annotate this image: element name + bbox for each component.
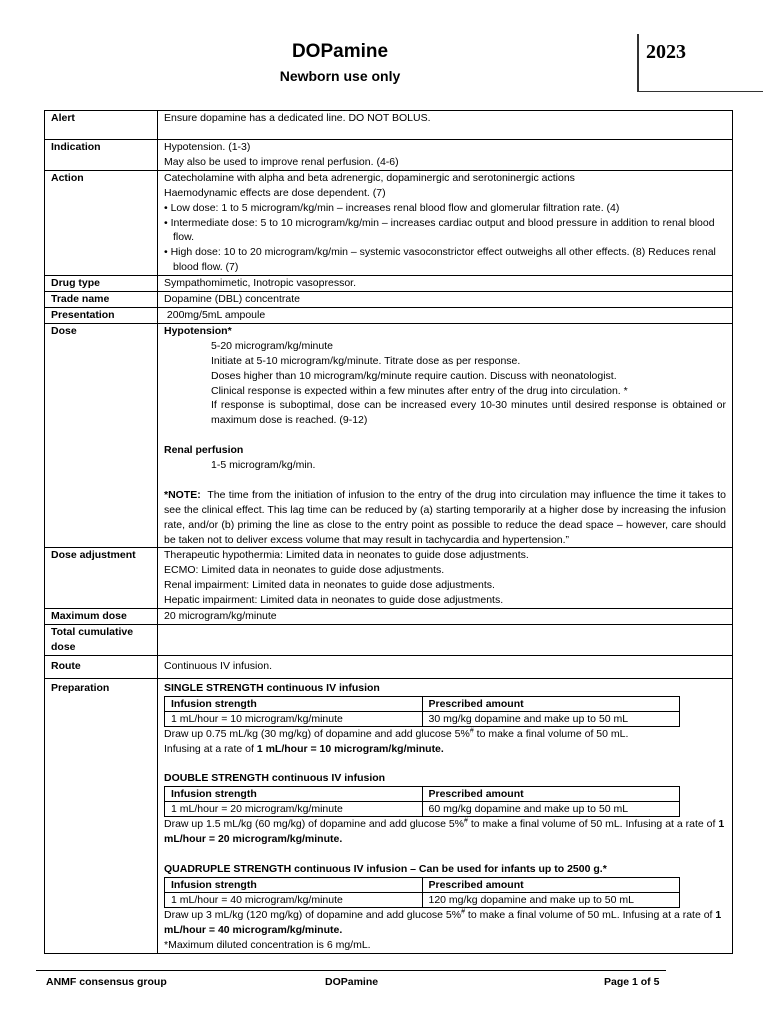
adjustment-line: Therapeutic hypothermia: Limited data in neonates to guide dose adjustments.	[164, 549, 529, 562]
footnote-mark: #	[469, 727, 474, 735]
row-action	[45, 170, 733, 275]
row-alert	[45, 111, 733, 140]
col-header-amount: Prescribed amount	[422, 877, 680, 892]
dose-note	[164, 488, 729, 548]
footer-left: ANMF consensus group	[46, 976, 167, 988]
single-strength-table	[164, 696, 680, 727]
header-divider	[637, 34, 639, 92]
drug-info-table	[44, 110, 733, 954]
document-year: 2023	[646, 41, 686, 63]
action-bullet: • Intermediate dose: 5 to 10 microgram/kg/min – increases cardiac output and blood pressure in addition to renal blood flow.	[164, 216, 715, 244]
strength-cell: 1 mL/hour = 40 microgram/kg/minute	[165, 892, 423, 907]
col-header-strength: Infusion strength	[165, 877, 423, 892]
row-label: Action	[45, 170, 158, 275]
col-header-strength: Infusion strength	[165, 696, 423, 711]
action-bullet: • High dose: 10 to 20 microgram/kg/min – systemic vasoconstrictor effect outweighs all other effects. (8) Reduces renal blood flow. (7)	[164, 246, 716, 274]
col-header-amount: Prescribed amount	[422, 696, 680, 711]
row-maximum-dose	[45, 609, 733, 625]
row-indication	[45, 140, 733, 171]
header-underline	[639, 91, 763, 92]
row-label: Preparation	[45, 678, 158, 953]
adjustment-line: ECMO: Limited data in neonates to guide dose adjustments.	[164, 564, 445, 577]
row-label: Indication	[45, 140, 158, 171]
row-label: Total cumulative dose	[45, 624, 158, 655]
action-line: Haemodynamic effects are dose dependent. (7)	[164, 186, 386, 199]
double-strength-title: DOUBLE STRENGTH continuous IV infusion	[164, 772, 386, 785]
adjustment-line: Renal impairment: Limited data in neonates to guide dose adjustments.	[164, 579, 495, 592]
row-dose-adjustment	[45, 548, 733, 609]
row-drug-type	[45, 276, 733, 292]
page-subtitle: Newborn use only	[279, 68, 401, 84]
route-text: Continuous IV infusion.	[158, 655, 733, 678]
quadruple-strength-title: QUADRUPLE STRENGTH continuous IV infusion – Can be used for infants up to 2500 g.*	[164, 863, 607, 875]
double-strength-table	[164, 786, 680, 817]
amount-cell: 60 mg/kg dopamine and make up to 50 mL	[422, 802, 680, 817]
alert-text: Ensure dopamine has a dedicated line. DO NOT BOLUS.	[158, 111, 733, 140]
action-line: Catecholamine with alpha and beta adrenergic, dopaminergic and serotoninergic actions	[164, 171, 575, 184]
strength-cell: 1 mL/hour = 20 microgram/kg/minute	[165, 802, 423, 817]
indication-line: Hypotension. (1-3)	[164, 141, 251, 153]
row-dose	[45, 323, 733, 548]
row-label: Alert	[45, 111, 158, 140]
col-header-amount: Prescribed amount	[422, 787, 680, 802]
quadruple-strength-table	[164, 877, 680, 908]
dose-line: Initiate at 5-10 microgram/kg/minute. Titrate dose as per response.	[211, 354, 521, 367]
row-label: Trade name	[45, 292, 158, 308]
single-rate-instruction: Infusing at a rate of 1 mL/hour = 10 microgram/kg/minute.	[164, 742, 444, 755]
row-label: Drug type	[45, 276, 158, 292]
dose-line: If response is suboptimal, dose can be increased every 10-30 minutes until desired response is obtained or maximum dose is reached. (9-12)	[211, 399, 726, 427]
footnote-mark: #	[461, 908, 465, 916]
dose-subheading: Hypotension*	[164, 324, 232, 337]
row-total-cumulative-dose	[45, 624, 733, 655]
row-label: Dose	[45, 323, 158, 548]
row-presentation	[45, 307, 733, 323]
action-bullet: • Low dose: 1 to 5 microgram/kg/min – increases renal blood flow and glomerular filtration rate. (4)	[164, 201, 620, 214]
page-header	[42, 34, 721, 92]
total-cumulative-text	[158, 624, 733, 655]
footer-page-number: Page 1 of 5	[604, 976, 660, 988]
footnote-mark: #	[464, 817, 468, 825]
max-concentration-note: *Maximum diluted concentration is 6 mg/mL.	[164, 938, 371, 951]
presentation-text: 200mg/5mL ampoule	[158, 307, 733, 323]
dose-line: Doses higher than 10 microgram/kg/minute require caution. Discuss with neonatologist.	[211, 369, 617, 382]
double-draw-instruction: Draw up 1.5 mL/kg (60 mg/kg) of dopamine and add glucose 5%# to make a final volume of 50 mL. Infusing at a rate of 1 mL/hour = 20 microgram/kg/minute.	[164, 817, 725, 846]
strength-cell: 1 mL/hour = 10 microgram/kg/minute	[165, 711, 423, 726]
adjustment-line: Hepatic impairment: Limited data in neonates to guide dose adjustments.	[164, 594, 504, 607]
row-trade-name	[45, 292, 733, 308]
amount-cell: 120 mg/kg dopamine and make up to 50 mL	[422, 892, 680, 907]
dose-subheading: Renal perfusion	[164, 444, 244, 457]
col-header-strength: Infusion strength	[165, 787, 423, 802]
row-route	[45, 655, 733, 678]
indication-line: May also be used to improve renal perfusion. (4-6)	[164, 155, 399, 168]
page-title: DOPamine	[291, 41, 389, 62]
note-label: *NOTE:	[164, 488, 201, 501]
single-strength-title: SINGLE STRENGTH continuous IV infusion	[164, 681, 380, 694]
footer-center: DOPamine	[325, 976, 379, 988]
dose-line: 5-20 microgram/kg/minute	[211, 339, 333, 352]
dose-line: Clinical response is expected within a few minutes after entry of the drug into circulation. *	[211, 384, 628, 397]
maximum-dose-text: 20 microgram/kg/minute	[158, 609, 733, 625]
row-preparation	[45, 678, 733, 953]
footer-divider	[36, 970, 666, 971]
row-label: Dose adjustment	[45, 548, 158, 609]
single-draw-instruction: Draw up 0.75 mL/kg (30 mg/kg) of dopamine and add glucose 5%# to make a final volume of 50 mL.	[164, 727, 629, 740]
dose-line: 1-5 microgram/kg/min.	[211, 459, 316, 472]
row-label: Route	[45, 655, 158, 678]
note-text: The time from the initiation of infusion to the entry of the drug into circulation may influence the time it takes to see the clinical effect. This lag time can be reduced by (a) starting temporarily at a higher dose by increasing the infusion rate, and/or (b) priming the line as close to the entry point as possible to reduce the dead space – however, care should be taken not to deliver excess volume that may result in tachycardia and hypertension.”	[164, 488, 729, 546]
row-label: Maximum dose	[45, 609, 158, 625]
trade-name-text: Dopamine (DBL) concentrate	[158, 292, 733, 308]
amount-cell: 30 mg/kg dopamine and make up to 50 mL	[422, 711, 680, 726]
quadruple-draw-instruction: Draw up 3 mL/kg (120 mg/kg) of dopamine and add glucose 5%# to make a final volume of 50 mL. Infusing at a rate of 1 mL/hour = 40 microgram/kg/minute.	[164, 908, 722, 936]
row-label: Presentation	[45, 307, 158, 323]
drug-type-text: Sympathomimetic, Inotropic vasopressor.	[158, 276, 733, 292]
